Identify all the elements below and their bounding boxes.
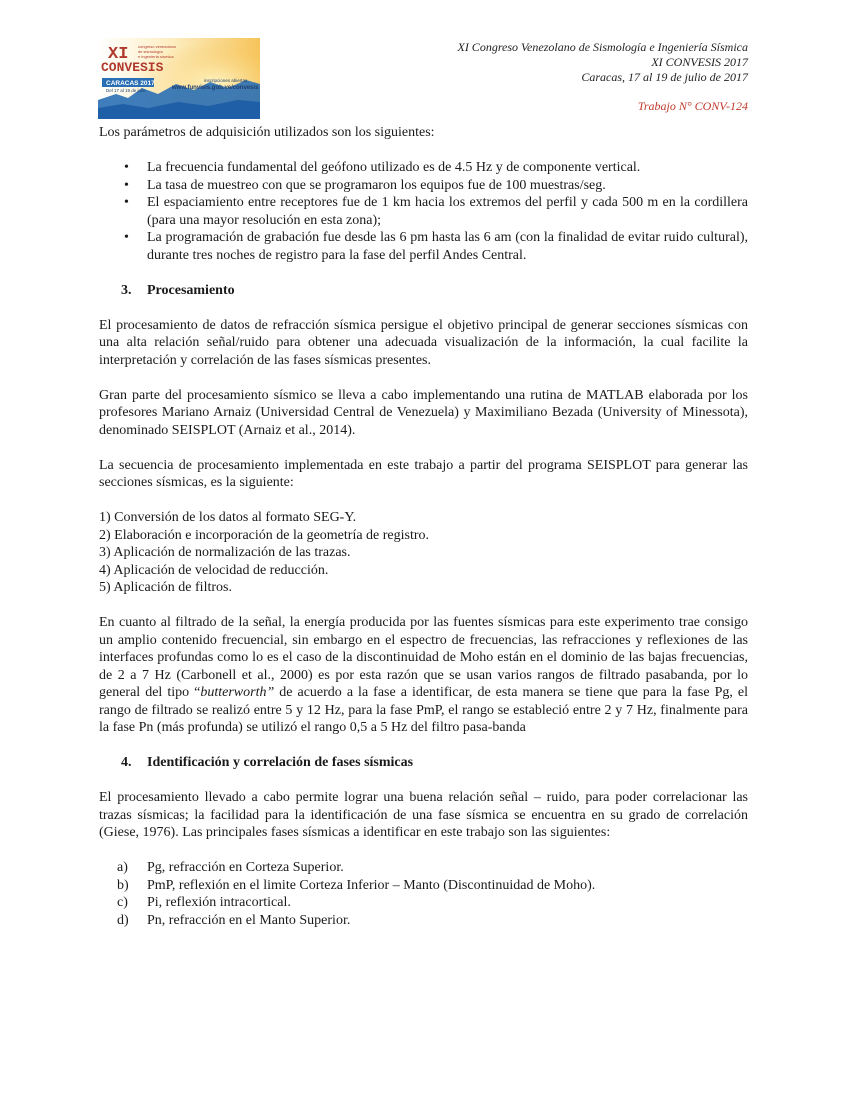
section-3-paragraph-1: El procesamiento de datos de refracción sísmica persigue el objetivo principal de generar secciones sísmicas con una alta relación señal/ruido para obtener una adecuada visualización de la información, la cual facilite la interpretación y correlación de las fases sísmicas presentes.: [99, 317, 748, 368]
processing-steps-list: [99, 509, 748, 597]
section-3-paragraph-3: La secuencia de procesamiento implementada en este trabajo a partir del programa SEISPLOT para generar las secciones sísmicas, es la siguiente:: [99, 457, 748, 490]
logo-url: www.funvisis.gob.ve/convesis: [172, 85, 259, 91]
section-3-paragraph-4: [99, 614, 748, 737]
filter-type-italic: butterworth”: [200, 685, 275, 700]
intro-paragraph: Los parámetros de adquisición utilizados son los siguientes:: [99, 125, 435, 140]
logo-small-1: congreso venezolano: [138, 44, 177, 49]
logo-small-3: e ingeniería sísmica: [138, 54, 174, 59]
list-item: [99, 912, 748, 930]
logo-name: CONVESIS: [101, 60, 164, 75]
acquisition-parameters-list: [99, 159, 748, 264]
convesis-logo: [98, 38, 260, 119]
phase-label: d): [117, 912, 129, 928]
header-conference-short: XI CONVESIS 2017: [651, 55, 748, 69]
list-item: [99, 894, 748, 912]
header-dates: Caracas, 17 al 19 de julio de 2017: [581, 70, 748, 84]
logo-small-2: de sismología: [138, 49, 163, 54]
section-3-number: 3.: [121, 282, 132, 298]
phase-text: Pn, refracción en el Manto Superior.: [147, 912, 351, 928]
phase-label: a): [117, 860, 128, 875]
paper-body: [99, 124, 748, 929]
phase-label: b): [117, 877, 129, 893]
list-item: 5) Aplicación de filtros.: [99, 580, 232, 595]
list-item: 4) Aplicación de velocidad de reducción.: [99, 562, 329, 578]
phase-label: c): [117, 895, 128, 910]
section-3-paragraph-2: Gran parte del procesamiento sísmico se lleva a cabo implementando una rutina de MATLAB elaborada por los profesores Mariano Arnaiz (Universidad Central de Venezuela) y Maximiliano Bezada (University of Minessota), denominado SEISPLOT (Arnaiz et al., 2014).: [99, 387, 748, 438]
section-4-number: 4.: [121, 755, 132, 770]
logo-invite: inscripciones abiertas: [204, 78, 248, 83]
phase-text: PmP, reflexión en el limite Corteza Inferior – Manto (Discontinuidad de Moho).: [147, 877, 596, 893]
seismic-phases-list: [99, 859, 748, 929]
list-item: 1) Conversión de los datos al formato SEG-Y.: [99, 510, 357, 525]
logo-dates: Del 17 al 19 de julio: [106, 88, 146, 93]
list-item: 2) Elaboración e incorporación de la geometría de registro.: [99, 527, 430, 543]
logo-roman: XI: [108, 45, 129, 64]
list-item: • La frecuencia fundamental del geófono utilizado es de 4.5 Hz y de componente vertical.: [99, 159, 748, 177]
section-4-heading: [99, 754, 748, 772]
list-item: 3) Aplicación de normalización de las trazas.: [99, 545, 351, 560]
list-item: • El espaciamiento entre receptores fue de 1 km hacia los extremos del perfil y cada 500 m en la cordillera (para una mayor resolución en esta zona);: [99, 194, 748, 229]
conference-header: [457, 40, 748, 114]
header-paper-id: Trabajo N° CONV-124: [637, 99, 748, 113]
section-3-title: Procesamiento: [147, 282, 235, 298]
list-item: [99, 859, 748, 877]
filter-text-before: En cuanto al filtrado de la señal, la energía producida por las fuentes sísmicas para este experimento trae consigo un amplio contenido frecuencial, sin embargo en el espectro de frecuencias, las refracciones y reflexiones de las interfaces profundas como lo es el caso de la discontinuidad de Moho están en el dominio de las bajas frecuencias, de 2 a 7 Hz (Carbonell et al., 2000) es por esta razón que se usan varios rangos de filtrado pasabanda, por lo general del tipo “: [99, 615, 748, 700]
section-3-heading: [99, 282, 748, 300]
section-4-title: Identificación y correlación de fases sísmicas: [147, 755, 414, 770]
section-4-paragraph-1: El procesamiento llevado a cabo permite lograr una buena relación señal – ruido, para poder correlacionar las trazas sísmicas; la facilidad para la identificación de una fase sísmica se encuentra en su grado de correlación (Giese, 1976). Las principales fases sísmicas a identificar en este trabajo son las siguientes:: [99, 790, 748, 840]
header-conference-name: XI Congreso Venezolano de Sismología e Ingeniería Sísmica: [457, 40, 748, 54]
phase-text: Pi, reflexión intracortical.: [147, 895, 291, 910]
logo-location: CARACAS 2017: [106, 80, 155, 87]
list-item: [99, 877, 748, 895]
list-item: • La programación de grabación fue desde las 6 pm hasta las 6 am (con la finalidad de evitar ruido cultural), durante tres noches de registro para la fase del perfil Andes Central.: [99, 229, 748, 264]
list-item: • La tasa de muestreo con que se programaron los equipos fue de 100 muestras/seg.: [99, 177, 748, 195]
filter-text-after: de acuerdo a la fase a identificar, de esta manera se tiene que para la fase Pg, el rango de filtrado se realizó entre 5 y 12 Hz, para la fase PmP, el rango se estableció entre 2 y 7 Hz, finalmente para la fase Pn (más profunda) se utilizó el rango 0,5 a 5 Hz del filtro pasa-banda: [99, 685, 748, 735]
phase-text: Pg, refracción en Corteza Superior.: [147, 860, 344, 875]
